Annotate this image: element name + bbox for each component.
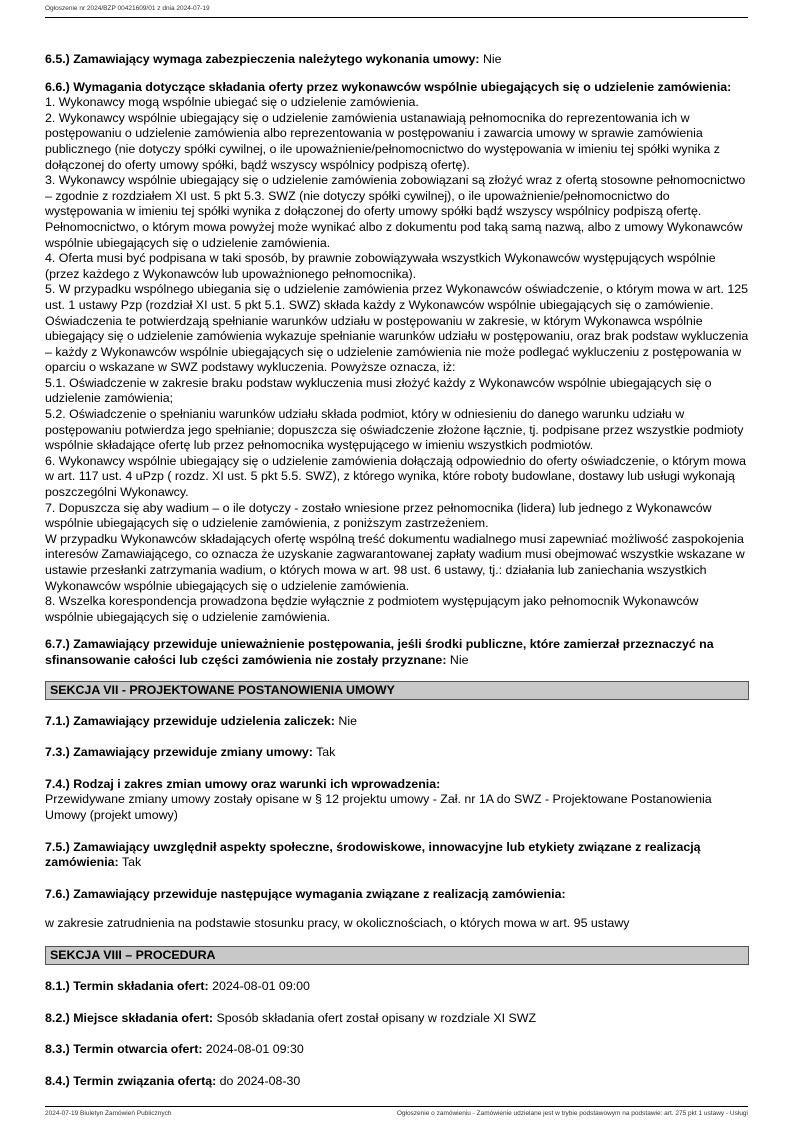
item-7-6 bbox=[45, 887, 749, 932]
item-6-6-line: 7. Dopuszcza się aby wadium – o ile dotyczy - zostało wniesione przez pełnomocnika (lidera) lub jednego z Wykonawców wspólnie ubiegających się o udzielenie zamówienia, z poniższym zastrzeżeniem. bbox=[45, 500, 712, 531]
item-6-6-line: 2. Wykonawcy wspólnie ubiegający się o udzielenie zamówienia ustanawiają pełnomocnika do reprezentowania ich w postępowaniu o udzielenie zamówienia albo reprezentowania w postępowaniu i zawarcia umowy w sprawie zamówienia publicznego (nie dotyczy spółki cywilnej, o ile upoważnienie/pełnomocnictwo do występowania w imieniu tej spółki wynika z dołączonej do oferty umowy spółki, bądź wszyscy wspólnicy podpiszą ofertę). bbox=[45, 110, 720, 172]
item-8-3-label: 8.3.) Termin otwarcia ofert: bbox=[45, 1042, 203, 1057]
item-7-3-label: 7.3.) Zamawiający przewiduje zmiany umowy: bbox=[45, 745, 313, 760]
page-footer-left: 2024-07-19 Biuletyn Zamówień Publicznych bbox=[45, 1110, 172, 1117]
section-viii-header: SEKCJA VIII – PROCEDURA bbox=[45, 946, 749, 965]
item-8-1 bbox=[45, 979, 749, 995]
header-divider bbox=[45, 17, 748, 18]
footer-divider bbox=[45, 1106, 748, 1107]
item-7-6-text: w zakresie zatrudnienia na podstawie stosunku pracy, w okolicznościach, o których mowa w art. 95 ustawy bbox=[45, 916, 630, 931]
item-6-5-value: Nie bbox=[479, 52, 502, 66]
item-6-6-line: 5.1. Oświadczenie w zakresie braku podstaw wykluczenia musi złożyć każdy z Wykonawców wspólnie ubiegających się o udzielenie zamówienia; bbox=[45, 375, 712, 406]
item-6-7-label: 6.7.) Zamawiający przewiduje unieważnienie postępowania, jeśli środki publiczne, które zamierzał przeznaczyć na sfinansowanie całości lub części zamówienia nie zostały przyznane: bbox=[45, 637, 714, 667]
item-8-1-label: 8.1.) Termin składania ofert: bbox=[45, 978, 209, 993]
item-6-6-line: 8. Wszelka korespondencja prowadzona będzie wyłącznie z podmiotem występującym jako pełnomocnik Wykonawców wspólnie ubiegających się o udzielenie zamówienia. bbox=[45, 594, 699, 624]
item-7-5 bbox=[45, 840, 749, 871]
item-7-1 bbox=[45, 714, 749, 730]
item-7-3 bbox=[45, 745, 749, 761]
section-vii-header: SEKCJA VII - PROJEKTOWANE POSTANOWIENIA UMOWY bbox=[45, 681, 749, 700]
item-8-4 bbox=[45, 1074, 749, 1090]
item-6-7 bbox=[45, 637, 749, 668]
item-8-2-value: Sposób składania ofert został opisany w rozdziale XI SWZ bbox=[213, 1010, 537, 1025]
item-8-3 bbox=[45, 1042, 749, 1058]
item-8-4-value: do 2024-08-30 bbox=[216, 1073, 301, 1088]
item-6-6-line: 5. W przypadku wspólnego ubiegania się o udzielenie zamówienia przez Wykonawców oświadczenie, o którym mowa w art. 125 ust. 1 ustawy Pzp (rozdział XI ust. 5 pkt 5.1. SWZ) składa każdy z Wykonawców wspólnie ubiegających się o zamówienie. Oświadczenia te potwierdzają spełnianie warunków udziału w postępowaniu w zakresie, w którym Wykonawca wspólnie ubiegający się o udzielenie zamówienia wykazuje spełnianie warunków udziału w postępowaniu, oraz brak podstaw wykluczenia – każdy z Wykonawców wspólnie ubiegających się o udzielenie zamówienia nie może podlegać wykluczeniu z postępowania w oparciu o wskazane w SWZ podstawy wykluczenia. Powyższe oznacza, iż: bbox=[45, 282, 749, 375]
item-6-6-label: 6.6.) Wymagania dotyczące składania oferty przez wykonawców wspólnie ubiegających się o udzielenie zamówienia: bbox=[45, 79, 732, 94]
page-header: Ogłoszenie nr 2024/BZP 00421609/01 z dnia 2024-07-19 bbox=[45, 5, 210, 12]
item-7-4-text: Przewidywane zmiany umowy zostały opisane w § 12 projektu umowy - Zał. nr 1A do SWZ - Projektowane Postanowienia Umowy (projekt umowy) bbox=[45, 792, 712, 822]
item-6-5-label: 6.5.) Zamawiający wymaga zabezpieczenia należytego wykonania umowy: bbox=[45, 52, 480, 66]
item-6-6 bbox=[45, 80, 749, 626]
item-6-6-line: 4. Oferta musi być podpisana w taki sposób, by prawnie zobowiązywała wszystkich Wykonawców występujących wspólnie (przez każdego z Wykonawców lub upoważnionego pełnomocnika). bbox=[45, 251, 716, 281]
page-footer-right: Ogłoszenie o zamówieniu - Zamówienie udzielane jest w trybie podstawowym na podstawie: art. 275 pkt 1 ustawy - Usługi bbox=[396, 1110, 748, 1117]
item-6-7-value: Nie bbox=[446, 652, 469, 667]
item-8-4-label: 8.4.) Termin związania ofertą: bbox=[45, 1073, 217, 1088]
item-7-1-value: Nie bbox=[334, 713, 357, 728]
item-6-6-line: Pełnomocnictwo, o którym mowa powyżej może wynikać albo z dokumentu pod taką samą nazwą, albo z umowy Wykonawców wspólnie ubiegających się o udzielenie zamówienia. bbox=[45, 219, 743, 250]
item-7-3-value: Tak bbox=[312, 745, 336, 760]
item-7-5-value: Tak bbox=[118, 855, 142, 870]
document-content bbox=[45, 52, 749, 1105]
item-8-1-value: 2024-08-01 09:00 bbox=[208, 978, 310, 993]
item-7-5-label: 7.5.) Zamawiający uwzględnił aspekty społeczne, środowiskowe, innowacyjne lub etykiety związane z realizacją zamówienia: bbox=[45, 839, 701, 870]
item-7-4-label: 7.4.) Rodzaj i zakres zmian umowy oraz warunki ich wprowadzenia: bbox=[45, 776, 441, 791]
item-8-3-value: 2024-08-01 09:30 bbox=[202, 1042, 304, 1057]
item-6-6-line: 5.2. Oświadczenie o spełnianiu warunków udziału składa podmiot, który w odniesieniu do danego warunku udziału w postępowaniu potwierdza jego spełnianie; dopuszcza się oświadczenie złożone łącznie, tj. podpisane przez wszystkie podmioty wspólnie składające ofertę lub przez pełnomocnika występującego w imieniu wszystkich podmiotów. bbox=[45, 407, 744, 453]
item-8-2-label: 8.2.) Miejsce składania ofert: bbox=[45, 1010, 214, 1025]
item-7-6-label: 7.6.) Zamawiający przewiduje następujące wymagania związane z realizacją zamówienia: bbox=[45, 886, 566, 901]
item-7-4 bbox=[45, 777, 749, 824]
item-6-5 bbox=[45, 52, 749, 68]
item-6-6-line: 6. Wykonawcy wspólnie ubiegający się o udzielenie zamówienia dołączają odpowiednio do oferty oświadczenie, o którym mowa w art. 117 ust. 4 uPzp ( rozdz. XI ust. 5 pkt 5.5. SWZ), z którego wynika, które roboty budowlane, dostawy lub usługi wykonają poszczególni Wykonawcy. bbox=[45, 453, 747, 500]
item-6-6-line: 3. Wykonawcy wspólnie ubiegający się o udzielenie zamówienia zobowiązani są złożyć wraz z ofertą stosowne pełnomocnictwo – zgodnie z rozdziałem XI ust. 5 pkt 5.3. SWZ (nie dotyczy spółki cywilnej), o ile upoważnienie/pełnomocnictwo do występowania w imieniu tej spółki wynika z dołączonej do oferty umowy spółki bądź wszyscy wspólnicy podpiszą ofertę. bbox=[45, 173, 746, 219]
item-7-1-label: 7.1.) Zamawiający przewiduje udzielenia zaliczek: bbox=[45, 713, 335, 728]
item-6-6-line: W przypadku Wykonawców składających ofertę wspólną treść dokumentu wadialnego musi zapewniać możliwość zaspokojenia interesów Zamawiającego, co oznacza że uzyskanie zagwarantowanej zapłaty wadium musi obejmować wszystkie wskazane w ustawie przesłanki zatrzymania wadium, o których mowa w art. 98 ust. 6 ustawy, tj.: działania lub zaniechania wszystkich Wykonawców wspólnie ubiegających się o udzielenie zamówienia. bbox=[45, 531, 745, 593]
item-6-6-line: 1. Wykonawcy mogą wspólnie ubiegać się o udzielenie zamówienia. bbox=[45, 95, 419, 110]
item-8-2 bbox=[45, 1011, 749, 1027]
